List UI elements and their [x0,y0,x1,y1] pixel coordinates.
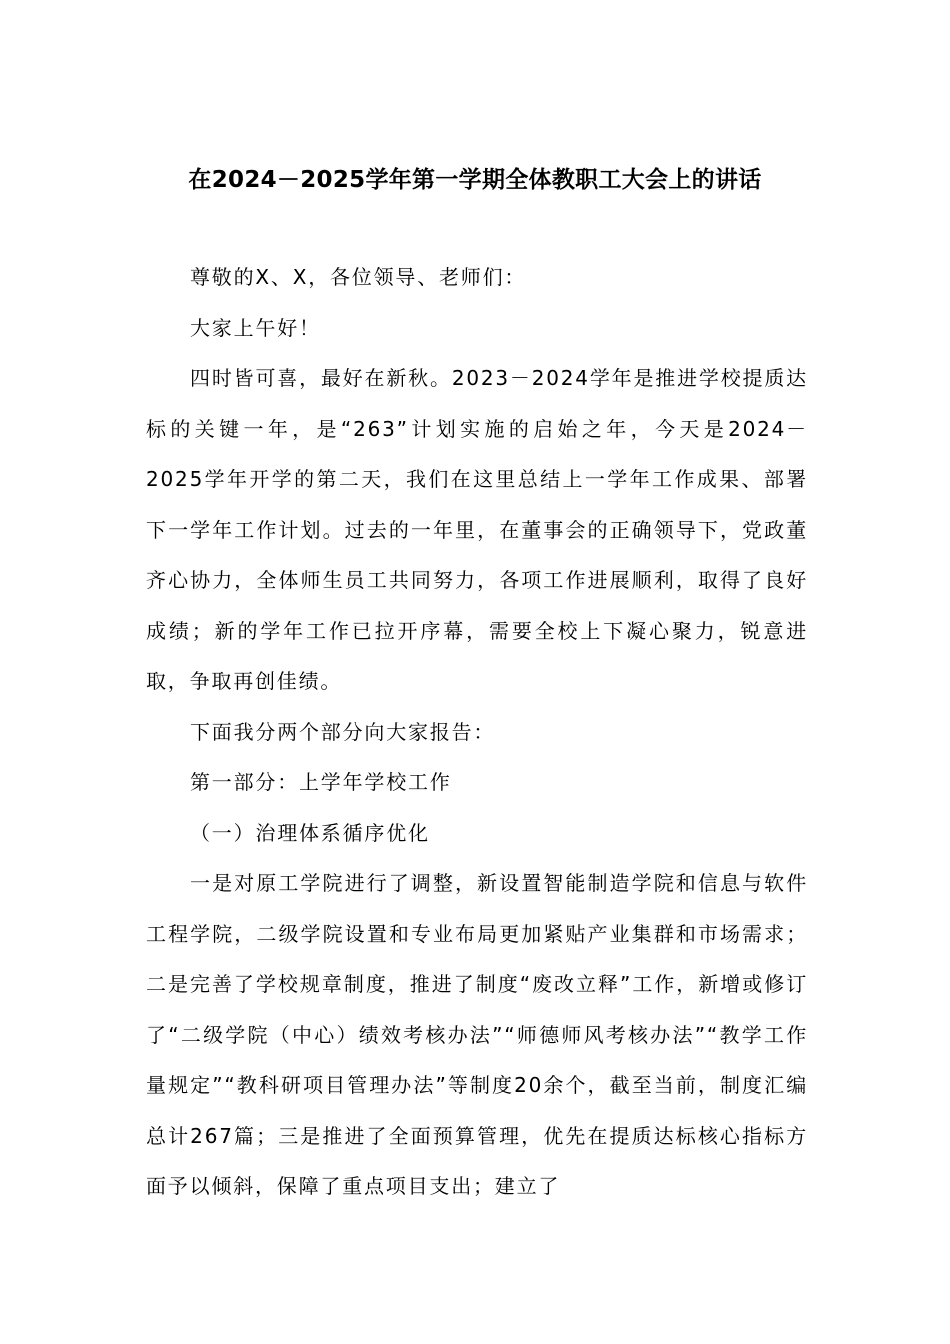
greeting: 大家上午好！ [190,315,321,340]
salutation: 尊敬的X、X，各位领导、老师们： [190,265,527,289]
opening-paragraph: 四时皆可喜，最好在新秋。2023－2024学年是推进学校提质达标的关键一年，是“263”计划实施的启始之年，今天是2024－2025学年开学的第二天，我们在这里总结上一学年工作成果、部署下一学年工作计划。过去的一年里，在董事会的正确领导下，党政董齐心协力，全体师生员工共同努力，各项工作进展顺利，取得了良好成绩；新的学年工作已拉开序幕，需要全校上下凝心聚力，锐意进取，争取再创佳绩。 [146,366,808,693]
document-title: 在2024－2025学年第一学期全体教职工大会上的讲话 [188,167,762,193]
body-paragraph: 一是对原工学院进行了调整，新设置智能制造学院和信息与软件工程学院，二级学院设置和专业布局更加紧贴产业集群和市场需求；二是完善了学校规章制度，推进了制度“废改立释”工作，新增或修订了“二级学院（中心）绩效考核办法”“师德师风考核办法”“教学工作量规定”“教科研项目管理办法”等制度20余个，截至当前，制度汇编总计267篇；三是推进了全面预算管理，优先在提质达标核心指标方面予以倾斜，保障了重点项目支出；建立了 [146,871,808,1198]
section-heading: 第一部分：上学年学校工作 [190,770,452,794]
subsection-heading: （一）治理体系循序优化 [190,820,430,845]
report-intro: 下面我分两个部分向大家报告： [190,719,496,744]
document-body [146,252,808,1212]
